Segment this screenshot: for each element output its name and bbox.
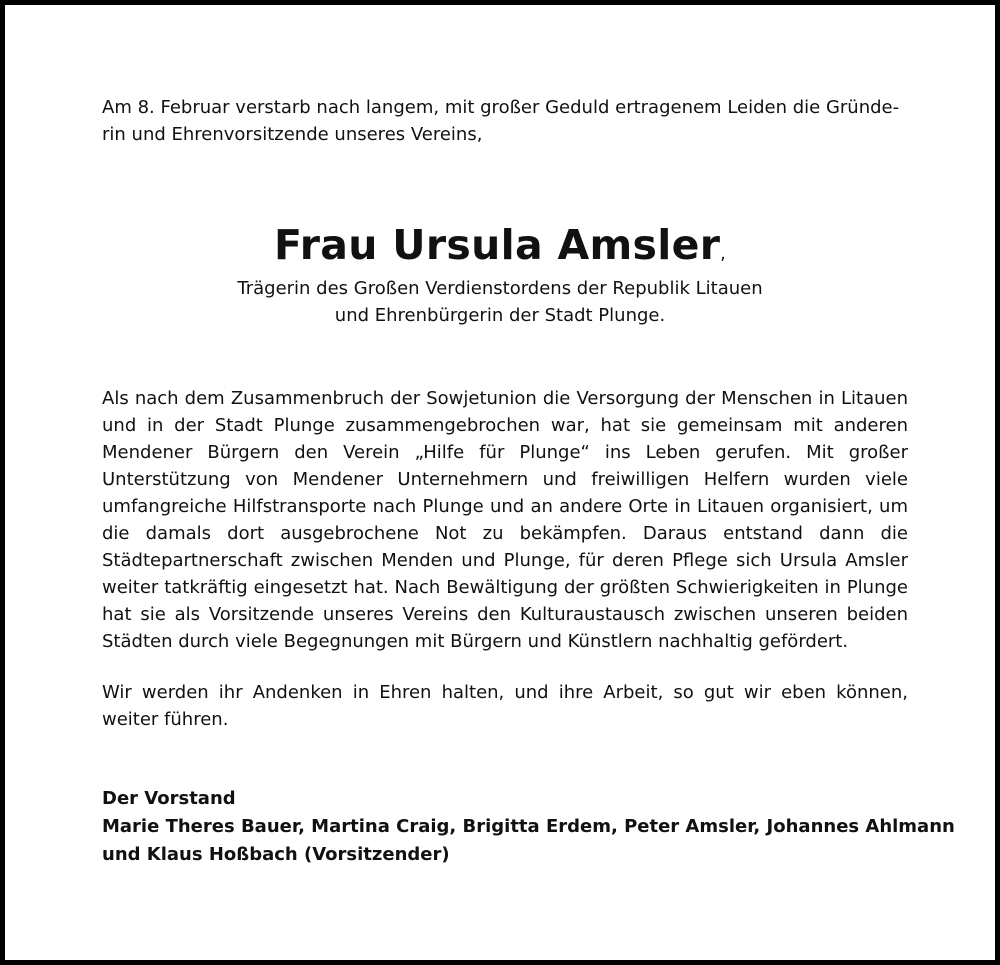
name-comma: ,: [720, 244, 726, 264]
signature-members-line-2: und Klaus Hoßbach (Vorsitzender): [102, 844, 450, 865]
honors-line-2: und Ehrenbürgerin der Stadt Plunge.: [334, 305, 666, 326]
signature-members-line-1: Marie Theres Bauer, Martina Craig, Brigitta Erdem, Peter Amsler, Johannes Ahlmann: [102, 816, 955, 837]
intro-line-1: Am 8. Februar verstarb nach langem, mit großer Geduld ertragenem Leiden die Gründe-: [102, 97, 900, 118]
remembrance-paragraph: Wir werden ihr Andenken in Ehren halten, und ihre Arbeit, so gut wir eben können, weiter führen.: [102, 682, 908, 730]
biography-paragraph: Als nach dem Zusammenbruch der Sowjetunion die Versorgung der Menschen in Litauen und in der Stadt Plunge zusammengebrochen war, hat sie gemeinsam mit anderen Mendener Bürgern den Verein „Hilfe für Plunge“ ins Leben gerufen. Mit großer Unterstützung von Mendener Unternehmern und freiwilligen Helfern wurden viele umfangreiche Hilfstransporte nach Plunge und an andere Orte in Litauen organisiert, um die damals dort ausgebrochene Not zu bekämpfen. Daraus entstand dann die Städtepartnerschaft zwischen Menden und Plunge, für deren Pflege sich Ursula Amsler weiter tatkräftig eingesetzt hat. Nach Bewältigung der größten Schwierigkeiten in Plunge hat sie als Vorsitzende unseres Vereins den Kulturaustausch zwischen unseren beiden Städten durch viele Begegnungen mit Bürgern und Künstlern nachhaltig gefördert.: [102, 388, 908, 652]
deceased-name: Frau Ursula Amsler: [274, 221, 721, 269]
signature-title: Der Vorstand: [102, 788, 236, 809]
honors-line-1: Trägerin des Großen Verdienstordens der Republik Litauen: [237, 278, 763, 299]
honors-subtitle: [5, 275, 995, 329]
intro-line-2: rin und Ehrenvorsitzende unseres Vereins,: [102, 124, 483, 145]
intro-text: [102, 94, 908, 148]
signature-block: [102, 785, 955, 869]
deceased-name-heading: [5, 218, 995, 281]
